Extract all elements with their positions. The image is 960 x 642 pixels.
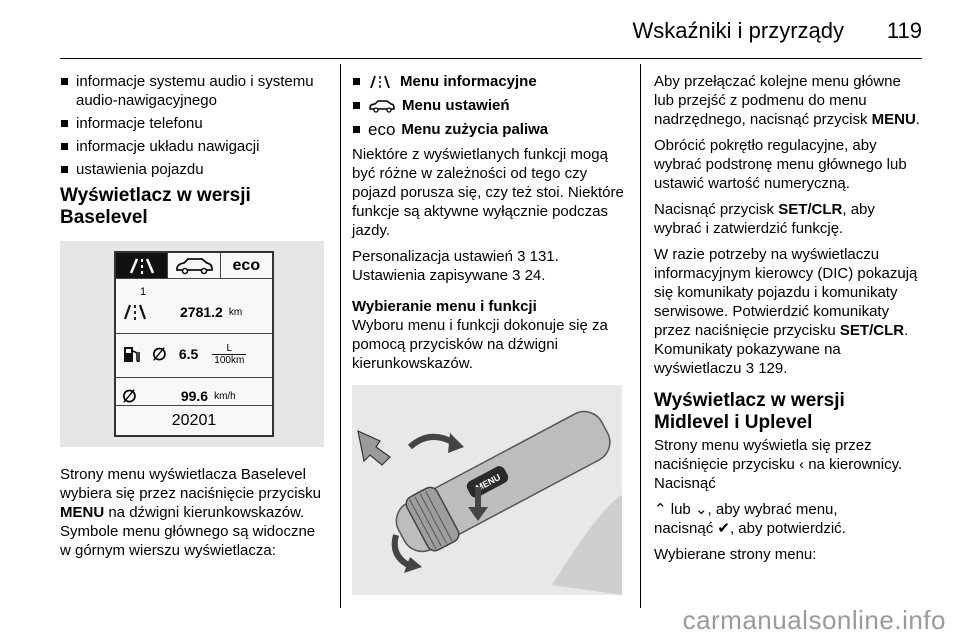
- paragraph: [654, 245, 922, 378]
- menu-button-ref: MENU: [60, 504, 105, 521]
- list-item: informacje systemu audio i systemu audio-nawigacyjnego: [60, 72, 326, 110]
- row-index: 1: [140, 286, 147, 298]
- page-ref-icon: 3: [745, 360, 755, 377]
- page-ref-icon: 3: [517, 248, 526, 265]
- text-run: , aby wybrać menu,: [707, 501, 838, 518]
- chevron-left-icon: ‹: [799, 456, 805, 473]
- chevron-down-icon: ⌄: [694, 501, 708, 518]
- text-run: . Komunikaty pokazywane na wyświetlaczu: [654, 322, 909, 377]
- odometer-row: [122, 297, 266, 327]
- set-clr-button-ref: SET/CLR: [839, 322, 905, 339]
- text-run: , aby wybrać i zatwierdzić funkcję.: [654, 201, 875, 237]
- paragraph: [654, 500, 922, 538]
- display-top-row: [116, 253, 272, 279]
- fuel-row: [122, 339, 266, 369]
- fuel-value: 6.5: [178, 345, 199, 362]
- paragraph: Obrócić pokrętło regulacyjne, aby wybrać podstronę menu głównego lub ustawić wartość numeryczną.: [654, 137, 907, 192]
- watermark: carmanualsonline.info: [682, 605, 946, 635]
- paragraph: [352, 247, 624, 285]
- paragraph: [654, 200, 922, 238]
- odometer-unit: km: [228, 306, 243, 318]
- fuel-pump-icon: [122, 344, 142, 364]
- text-run: .: [915, 111, 920, 128]
- menu-item-info: [352, 72, 624, 91]
- page-ref-icon: 3: [512, 267, 521, 284]
- column-2: [352, 72, 624, 595]
- car-icon: [174, 257, 214, 275]
- list-item: informacje telefonu: [60, 114, 326, 133]
- menu-label: Menu informacyjne: [400, 73, 537, 90]
- page-header: [60, 14, 922, 54]
- text-run: 131.: [525, 248, 559, 265]
- text-run: Strony menu wyświetla się przez naciśnięcie przycisku: [654, 437, 872, 473]
- average-icon: ∅: [152, 344, 167, 364]
- paragraph: Niektóre z wyświetlanych funkcji mogą być różne w zależności od tego czy pojazd porusza się, czy też stoi. Niektóre funkcje są aktywne wyłącznie podczas jazdy.: [352, 146, 624, 239]
- paragraph: [654, 72, 922, 129]
- lever-illustration: [352, 385, 622, 595]
- check-icon: ✔: [717, 520, 730, 537]
- display-separator: [116, 333, 272, 334]
- tab-settings: [168, 253, 220, 278]
- text-run: 24.: [520, 267, 546, 284]
- text-run: nacisnąć: [654, 520, 718, 537]
- menu-item-eco: [352, 120, 624, 139]
- odometer-value: 2781.2: [180, 303, 223, 320]
- road-icon: [125, 257, 159, 275]
- menu-label: Menu zużycia paliwa: [401, 121, 549, 138]
- speed-unit: km/h: [214, 390, 236, 402]
- text-run: 129.: [754, 360, 788, 377]
- paragraph: Wyboru menu i funkcji dokonuje się za pomocą przycisków na dźwigni kierunkowskazów.: [352, 317, 608, 372]
- section-heading-midlevel: Wyświetlacz w wersji Midlevel i Uplevel: [654, 390, 845, 433]
- stalk-menu-label: MENU: [474, 472, 503, 494]
- text-run: Ustawienia zapisywane: [352, 267, 513, 284]
- text-run: na dźwigni kierunkowskazów. Symbole menu głównego są widoczne w górnym wierszu wyświetlacza:: [60, 504, 316, 559]
- turn-signal-lever-figure: [352, 385, 622, 595]
- text-run: , aby potwierdzić.: [729, 520, 846, 537]
- subheading: Wybieranie menu i funkcji: [352, 298, 537, 315]
- column-1: [60, 72, 326, 567]
- average-icon: ∅: [122, 386, 137, 406]
- tab-eco: [221, 253, 272, 278]
- car-icon: [368, 99, 396, 113]
- text-run: na kierownicy. Nacisnąć: [654, 456, 903, 492]
- tab-info: [116, 253, 168, 278]
- menu-item-settings: [352, 96, 624, 115]
- chevron-up-icon: ⌃: [654, 501, 667, 518]
- column-3: [654, 72, 922, 571]
- text-run: W razie potrzeby na wyświetlaczu informacyjnym kierowcy (DIC) pokazują się komunikaty pojazdu i komunikaty serwisowe. Potwierdzić komunikaty przez naciśnięcie przycisku: [654, 246, 918, 339]
- list-item: ustawienia pojazdu: [60, 160, 326, 179]
- eco-icon: eco: [368, 120, 396, 139]
- fuel-unit: [212, 343, 246, 366]
- list-item: informacje układu nawigacji: [60, 137, 326, 156]
- set-clr-button-ref: SET/CLR: [778, 201, 843, 218]
- text-run: Strony menu wyświetlacza Baselevel wybiera się przez naciśnięcie przycisku: [60, 466, 321, 502]
- text-run: Nacisnąć przycisk: [654, 201, 779, 218]
- paragraph: [654, 436, 922, 493]
- menu-label: Menu ustawień: [402, 97, 510, 114]
- section-heading-baselevel: Wyświetlacz w wersji Baselevel: [60, 185, 251, 228]
- display-code: 20201: [116, 405, 272, 435]
- paragraph: [60, 465, 326, 560]
- text-run: lub: [666, 501, 695, 518]
- header-title: Wskaźniki i przyrządy: [632, 18, 844, 43]
- instrument-display: [114, 251, 274, 437]
- fuel-unit-top: L: [226, 342, 233, 354]
- menu-button-ref: MENU: [871, 111, 916, 128]
- column-divider-2: [640, 64, 641, 608]
- display-separator: [116, 377, 272, 378]
- paragraph: Wybierane strony menu:: [654, 546, 817, 563]
- column-divider-1: [340, 64, 341, 608]
- text-run: Aby przełączać kolejne menu główne lub przejść z podmenu do menu nadrzędnego, nacisnąć przycisk: [654, 73, 901, 128]
- eco-label: eco: [232, 257, 261, 274]
- fuel-unit-bottom: 100km: [214, 354, 245, 366]
- road-icon: [368, 75, 394, 89]
- text-run: Personalizacja ustawień: [352, 248, 518, 265]
- speed-value: 99.6: [180, 387, 209, 404]
- header-rule: [60, 58, 922, 59]
- road-icon: [122, 303, 150, 321]
- baselevel-display-figure: [60, 241, 324, 447]
- page-number: 119: [886, 18, 922, 43]
